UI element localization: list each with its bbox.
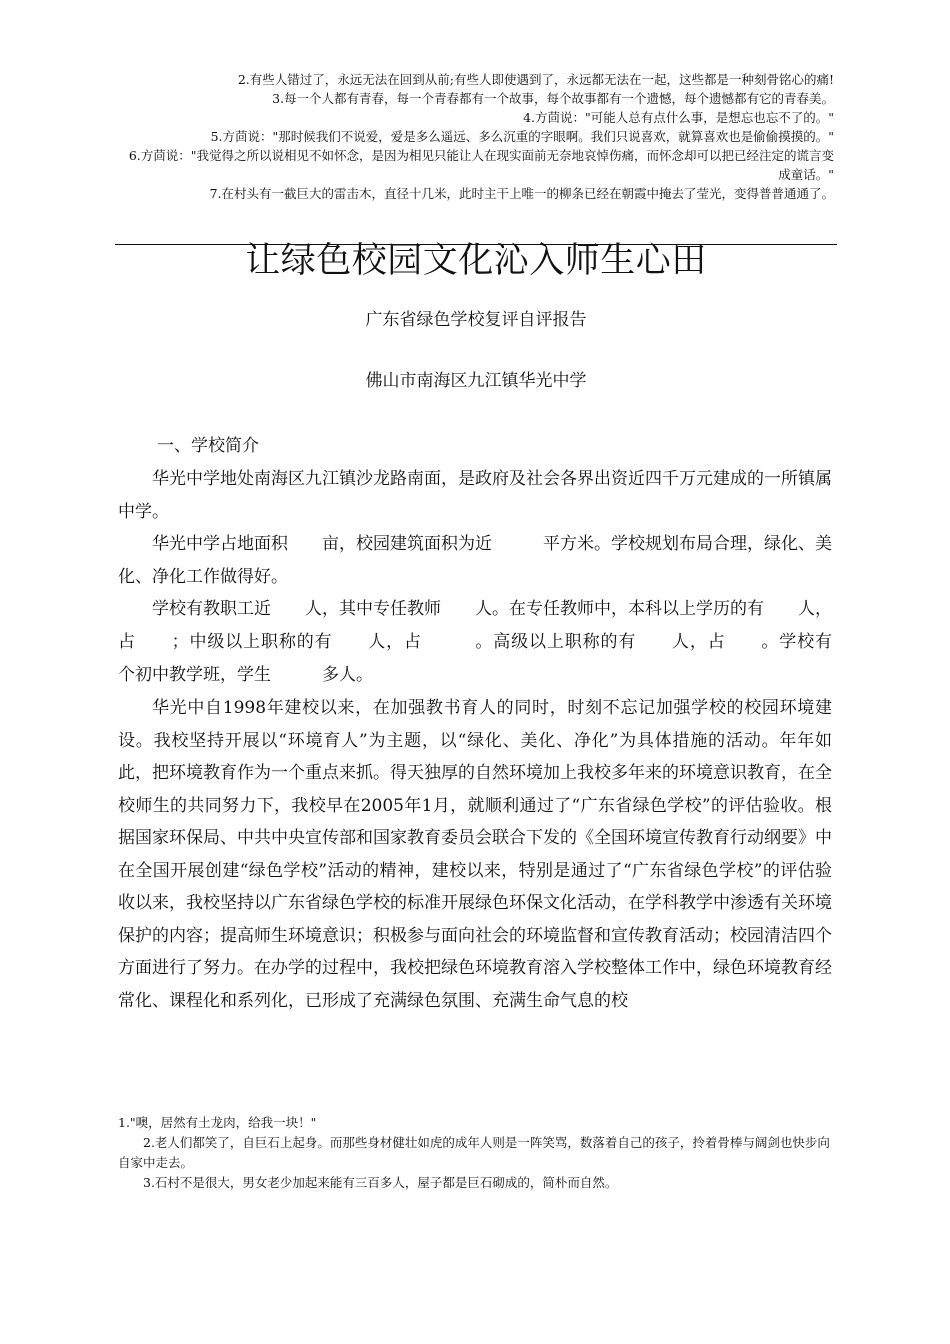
- page-title: 让绿色校园文化沁入师生心田: [245, 241, 707, 281]
- top-note: 6.方茴说："我觉得之所以说相见不如怀念，是因为相见只能让人在现实面前无奈地哀悼伤痛，而怀念却可以把已经注定的谎言变成童话。": [128, 148, 834, 182]
- top-note: 5.方茴说："那时候我们不说爱，爱是多么遥远、多么沉重的字眼啊。我们只说喜欢，就算喜欢也是偷偷摸摸的。": [210, 129, 834, 144]
- section-heading: 一、学校简介: [157, 436, 259, 456]
- top-note: 2.有些人错过了，永远无法在回到从前;有些人即使遇到了，永远都无法在一起，这些都是一种刻骨铭心的痛!: [237, 72, 834, 87]
- paragraph: 华光中自1998年建校以来，在加强教书育人的同时，时刻不忘记加强学校的校园环境建设。我校坚持开展以“环境育人”为主题，以“绿化、美化、净化”为具体措施的活动。年年如此，把环境教育作为一个重点来抓。得天独厚的自然环境加上我校多年来的环境意识教育，在全校师生的共同努力下，我校早在2005年1月，就顺利通过了“广东省绿色学校”的评估验收。根据国家环保局、中共中央宣传部和国家教育委员会联合下发的《全国环境宣传教育行动纲要》中在全国开展创建“绿色学校”活动的精神，建校以来，特别是通过了“广东省绿色学校”的评估验收以来，我校坚持以广东省绿色学校的标准开展绿色环保文化活动，在学科教学中渗透有关环境保护的内容；提高师生环境意识；积极参与面向社会的环境监督和宣传教育活动；校园清洁四个方面进行了努力。在办学的过程中，我校把绿色环境教育溶入学校整体工作中，绿色环境教育经常化、课程化和系列化，已形成了充满绿色氛围、充满生命气息的校: [118, 698, 832, 1011]
- top-note: 7.在村头有一截巨大的雷击木，直径十几米，此时主干上唯一的柳条已经在朝霞中掩去了莹光，变得普普通通了。: [209, 186, 834, 201]
- footnotes: [118, 1113, 832, 1193]
- footnote: 1."噢，居然有土龙肉，给我一块！": [118, 1115, 317, 1130]
- top-note: 4.方茴说："可能人总有点什么事，是想忘也忘不了的。": [523, 110, 834, 125]
- footnote: 3.石村不是很大，男女老少加起来能有三百多人，屋子都是巨石砌成的，简朴而自然。: [143, 1175, 618, 1190]
- top-note: 3.每一个人都有青春，每一个青春都有一个故事，每个故事都有一个遗憾，每个遗憾都有它的青春美。: [272, 91, 834, 106]
- paragraph: 学校有教职工近 人，其中专任教师 人。在专任教师中，本科以上学历的有 人，占 ；中级以上职称的有 人，占 。高级以上职称的有 人，占 。学校有 个初中教学班，学生 多人。: [118, 599, 866, 685]
- school-name: 佛山市南海区九江镇华光中学: [365, 371, 587, 391]
- paragraph: 华光中学占地面积 亩，校园建筑面积为近 平方米。学校规划布局合理，绿化、美化、净化工作做得好。: [118, 534, 832, 587]
- top-notes: [118, 70, 834, 203]
- report-subtitle: 广东省绿色学校复评自评报告: [365, 310, 587, 330]
- footnote: 2.老人们都笑了，自巨石上起身。而那些身材健壮如虎的成年人则是一阵笑骂，数落着自己的孩子，拎着骨棒与阔剑也快步向自家中走去。: [118, 1135, 830, 1170]
- body-text: [118, 463, 866, 1017]
- paragraph: 华光中学地处南海区九江镇沙龙路南面，是政府及社会各界出资近四千万元建成的一所镇属中学。: [118, 469, 832, 522]
